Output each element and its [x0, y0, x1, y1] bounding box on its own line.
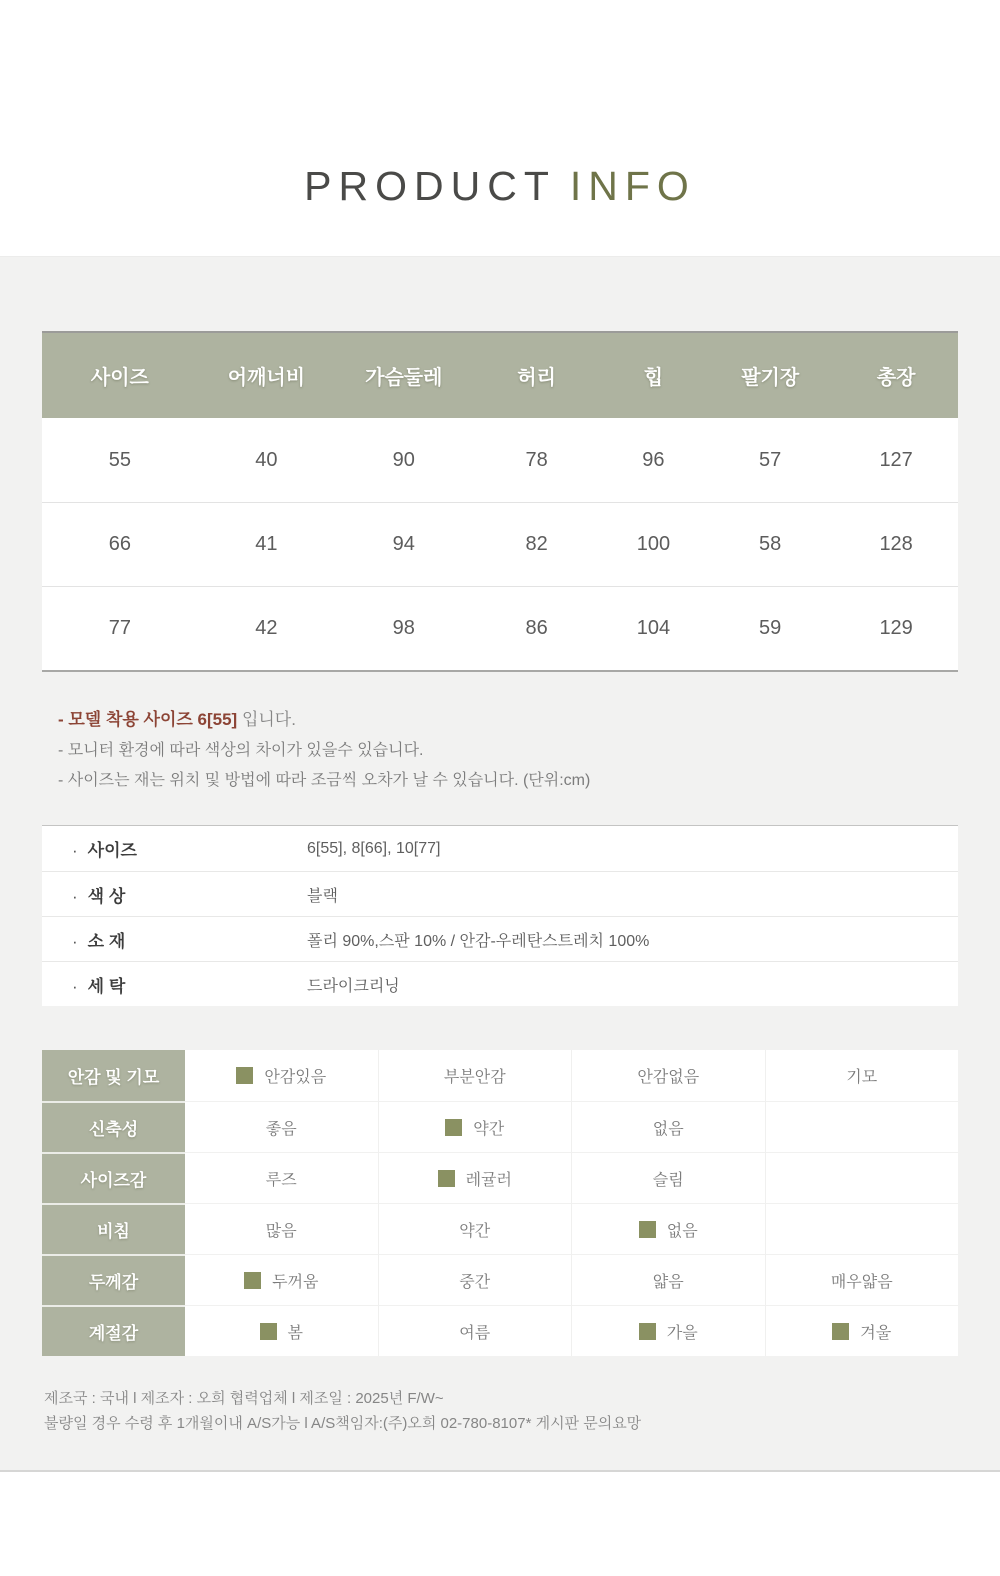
feature-option-label: 레귤러 — [465, 1171, 512, 1189]
spec-row-material — [42, 916, 958, 961]
size-chart-cell: 55 — [108, 448, 131, 471]
manufacturer-line-2: 불량일 경우 수령 후 1개월이내 A/S가능 l A/S책임자:(주)오희 02-780-8107* 게시판 문의요망 — [44, 1415, 642, 1432]
feature-option — [765, 1152, 959, 1203]
check-square-icon — [260, 1323, 277, 1340]
size-chart-cell: 41 — [255, 533, 278, 555]
feature-option-label: 안감없음 — [637, 1069, 700, 1086]
size-chart-cell: 86 — [525, 617, 548, 639]
check-square-icon — [438, 1170, 455, 1187]
feature-option-label: 두꺼움 — [272, 1273, 319, 1291]
size-chart-row-55 — [42, 418, 958, 502]
feature-option — [378, 1305, 572, 1356]
feature-option-label: 중간 — [459, 1273, 491, 1291]
feature-row-fit — [42, 1152, 958, 1203]
feature-option — [765, 1254, 959, 1305]
size-chart-cell: 127 — [879, 448, 913, 471]
feature-option-label: 슬림 — [652, 1171, 684, 1189]
feature-option-label: 안감있음 — [264, 1069, 327, 1086]
feature-option-label: 많음 — [265, 1222, 297, 1240]
feature-option-label: 부분안감 — [443, 1069, 506, 1086]
feature-option — [378, 1101, 572, 1152]
feature-row-label: 안감 및 기모 — [42, 1050, 185, 1101]
size-chart-header-waist: 허리 — [517, 367, 556, 389]
note-model-size-rest: 입니다. — [241, 710, 296, 729]
manufacturer-line-1: 제조국 : 국내 l 제조자 : 오희 협력업체 l 제조일 : 2025년 F/W~ — [44, 1390, 444, 1407]
spec-label-text: 사이즈 — [87, 841, 137, 860]
feature-row-lining — [42, 1050, 958, 1101]
feature-option-label: 겨울 — [860, 1324, 892, 1342]
spec-value: 블랙 — [307, 887, 338, 905]
spec-value: 6[55], 8[66], 10[77] — [307, 839, 441, 857]
size-chart-cell: 78 — [525, 448, 548, 471]
page-title — [0, 0, 1000, 256]
feature-option-label: 좋음 — [265, 1120, 297, 1138]
size-chart-cell: 66 — [108, 533, 131, 555]
feature-option-label: 기모 — [846, 1069, 878, 1086]
bullet-icon: · — [72, 976, 78, 996]
check-square-icon — [244, 1272, 261, 1289]
size-chart-cell: 128 — [879, 533, 913, 555]
product-info-section — [0, 256, 1000, 1472]
feature-option-label: 봄 — [287, 1324, 303, 1342]
feature-option — [185, 1305, 378, 1356]
feature-option — [378, 1254, 572, 1305]
size-chart-cell: 82 — [525, 533, 548, 555]
feature-option — [185, 1203, 378, 1254]
spec-value: 드라이크리닝 — [307, 977, 400, 995]
feature-option — [571, 1152, 765, 1203]
feature-option-label: 가을 — [666, 1324, 698, 1342]
manufacturer-info — [42, 1386, 958, 1436]
feature-option — [765, 1305, 959, 1356]
feature-option — [378, 1203, 572, 1254]
feature-row-stretch — [42, 1101, 958, 1152]
size-chart-cell: 42 — [255, 617, 278, 639]
spec-value: 폴리 90%,스판 10% / 안감-우레탄스트레치 100% — [307, 932, 650, 950]
feature-option-label: 얇음 — [652, 1273, 684, 1291]
spec-label — [42, 836, 307, 861]
feature-option — [571, 1203, 765, 1254]
size-chart-header-shoulder: 어깨너비 — [227, 367, 306, 389]
note-model-size-highlight: - 모델 착용 사이즈 6[55] — [58, 710, 238, 729]
size-chart-cell: 90 — [392, 448, 415, 471]
feature-option — [185, 1152, 378, 1203]
feature-option — [765, 1203, 959, 1254]
spec-row-size — [42, 826, 958, 871]
feature-option — [571, 1101, 765, 1152]
feature-option-label: 약간 — [459, 1222, 491, 1240]
bullet-icon: · — [72, 931, 78, 951]
size-chart-header-hip: 힙 — [643, 367, 664, 389]
feature-option — [185, 1101, 378, 1152]
feature-row-label: 신축성 — [42, 1101, 185, 1152]
feature-option — [571, 1254, 765, 1305]
size-chart-cell: 100 — [636, 533, 671, 555]
check-square-icon — [639, 1221, 656, 1238]
check-square-icon — [236, 1067, 253, 1084]
feature-option-label: 루즈 — [265, 1171, 297, 1189]
feature-row-label: 사이즈감 — [42, 1152, 185, 1203]
size-chart-cell: 94 — [392, 533, 415, 555]
feature-option-label: 매우얇음 — [830, 1273, 893, 1291]
feature-matrix-table — [42, 1050, 958, 1356]
size-chart-cell: 40 — [255, 448, 278, 471]
page-title-product: PRODUCT — [304, 163, 556, 209]
page-title-info: INFO — [569, 163, 696, 209]
check-square-icon — [639, 1323, 656, 1340]
feature-row-label: 계절감 — [42, 1305, 185, 1356]
size-chart-cell: 57 — [759, 448, 782, 471]
feature-row-label: 두께감 — [42, 1254, 185, 1305]
spec-label-text: 세 탁 — [87, 976, 126, 996]
feature-option — [571, 1305, 765, 1356]
feature-option-label: 여름 — [459, 1324, 491, 1342]
feature-option-label: 없음 — [652, 1120, 684, 1138]
feature-option — [765, 1050, 959, 1101]
size-chart-header-chest: 가슴둘레 — [365, 367, 443, 389]
spec-label — [42, 882, 307, 907]
feature-row-thickness — [42, 1254, 958, 1305]
size-chart-cell: 58 — [759, 533, 782, 555]
size-chart-header-row — [42, 333, 958, 418]
feature-option-label: 없음 — [666, 1222, 698, 1240]
feature-option — [571, 1050, 765, 1101]
product-spec-table — [42, 825, 958, 1006]
size-chart-cell: 129 — [879, 617, 913, 639]
feature-row-season — [42, 1305, 958, 1356]
check-square-icon — [445, 1119, 462, 1136]
spec-label-text: 소 재 — [87, 931, 126, 951]
feature-option — [378, 1152, 572, 1203]
size-chart-header-size: 사이즈 — [90, 367, 149, 389]
feature-row-sheerness — [42, 1203, 958, 1254]
size-chart-row-77 — [42, 586, 958, 670]
size-chart-cell: 96 — [642, 448, 665, 471]
feature-row-label: 비침 — [42, 1203, 185, 1254]
size-chart-row-66 — [42, 502, 958, 586]
size-chart-cell: 104 — [636, 617, 671, 639]
spec-label-text: 색 상 — [87, 886, 126, 906]
feature-option-label: 약간 — [473, 1120, 505, 1138]
spec-row-color — [42, 871, 958, 916]
spec-row-washing — [42, 961, 958, 1006]
spec-label — [42, 972, 307, 997]
note-model-size — [58, 704, 958, 736]
size-chart-cell: 98 — [392, 617, 415, 639]
feature-option — [185, 1050, 378, 1101]
size-chart-header-length: 총장 — [876, 367, 916, 389]
size-chart-cell: 59 — [759, 617, 782, 639]
feature-option — [765, 1101, 959, 1152]
bullet-icon: · — [72, 886, 78, 906]
note-measure-tolerance: - 사이즈는 재는 위치 및 방법에 따라 조금씩 오차가 날 수 있습니다. (단위:cm) — [58, 772, 591, 789]
note-monitor-color: - 모니터 환경에 따라 색상의 차이가 있을수 있습니다. — [58, 742, 424, 759]
size-chart-header-sleeve: 팔기장 — [741, 367, 800, 389]
check-square-icon — [832, 1323, 849, 1340]
size-notes — [42, 704, 958, 796]
feature-option — [378, 1050, 572, 1101]
bullet-icon: · — [72, 841, 78, 860]
size-chart-cell: 77 — [108, 617, 131, 639]
spec-label — [42, 927, 307, 952]
size-chart-table — [42, 331, 958, 672]
feature-option — [185, 1254, 378, 1305]
